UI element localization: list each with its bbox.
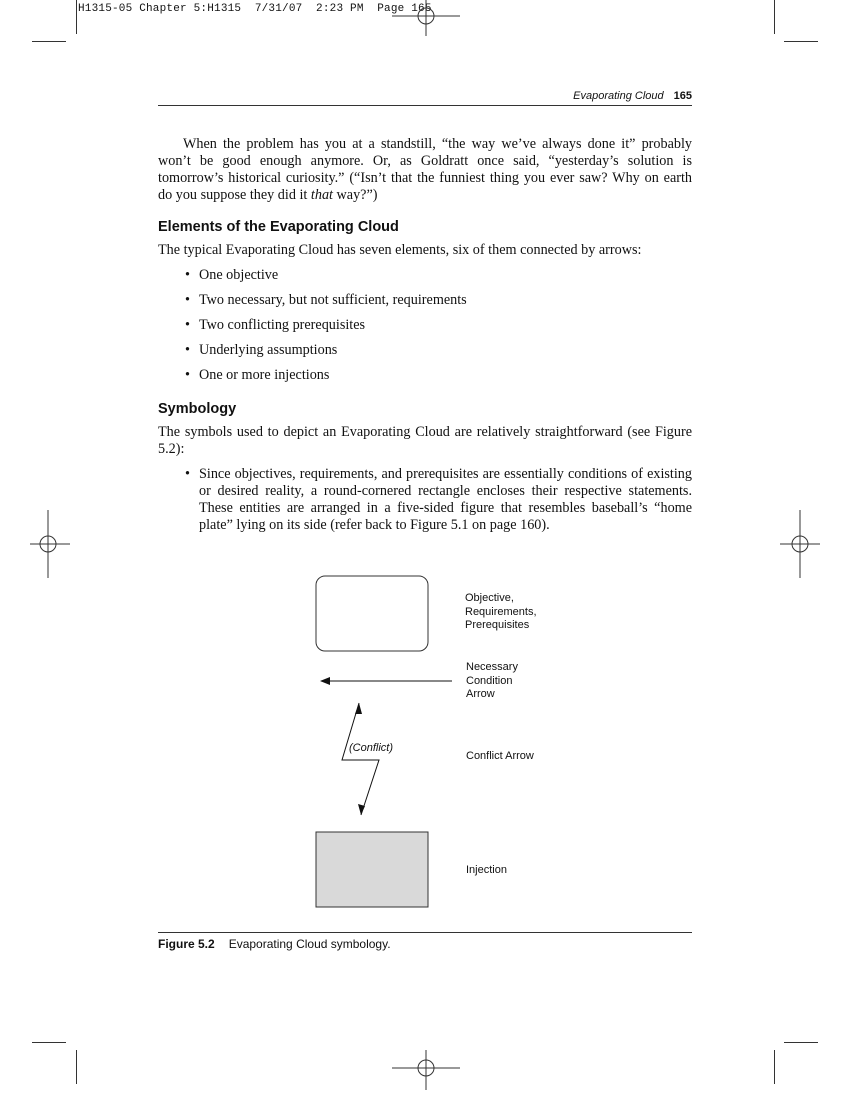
label-conflict-tag: (Conflict) bbox=[349, 742, 394, 754]
conflict-arrow bbox=[342, 703, 379, 815]
caption-text: Evaporating Cloud symbology. bbox=[228, 937, 391, 951]
conflict-arrow-head-bottom bbox=[358, 804, 365, 815]
registration-mark-bottom bbox=[392, 1050, 460, 1090]
symbology-intro: The symbols used to depict an Evaporating Cloud are relatively straightforward (see Figure 5.2): bbox=[158, 424, 692, 457]
bullet-dot: • bbox=[185, 466, 190, 482]
registration-mark-top bbox=[392, 0, 460, 36]
intro-paragraph bbox=[158, 136, 692, 204]
symbology-bullet bbox=[185, 466, 692, 534]
conflict-arrow-head-top bbox=[355, 703, 362, 714]
label-line: Requirements, bbox=[465, 605, 537, 618]
caption-number: Figure 5.2 bbox=[158, 937, 215, 951]
symbology-bullet-text: Since objectives, requirements, and prerequisites are essentially conditions of existing or desired reality, a round-cornered rectangle encloses their respective statements. These entities are arranged in a five-sided figure that resembles baseball’s “home plate” lying on its side (refer back to Figure 5.1 on page 160). bbox=[199, 466, 692, 533]
label-conflict-arrow: Conflict Arrow bbox=[466, 750, 534, 762]
running-head bbox=[158, 90, 692, 106]
registration-mark-left bbox=[30, 510, 70, 578]
intro-text-before: When the problem has you at a standstill, “the way we’ve always done it” probably won’t be good enough anymore. Or, as Goldratt once said, “yesterday’s solution is tomorrow’s historical curiosity.” (“Isn’t that the funniest thing you ever saw? Why on earth do you suppose they did it bbox=[158, 136, 692, 203]
label-entity bbox=[465, 592, 537, 633]
registration-mark-right bbox=[780, 510, 820, 578]
label-line: Condition bbox=[466, 674, 513, 687]
intro-emphasis: that bbox=[310, 187, 333, 203]
injection-symbol bbox=[316, 832, 428, 907]
label-injection: Injection bbox=[466, 864, 507, 876]
intro-text-after: way?”) bbox=[332, 187, 378, 203]
list-item: • One or more injections bbox=[185, 367, 692, 392]
list-item: • One objective bbox=[185, 267, 692, 292]
page-number: 165 bbox=[673, 90, 692, 102]
list-item: • Two conflicting prerequisites bbox=[185, 317, 692, 342]
figure-caption bbox=[158, 932, 692, 951]
print-slug: H1315-05 Chapter 5:H1315 7/31/07 2:23 PM Page 165 bbox=[78, 3, 432, 15]
label-line: Necessary bbox=[466, 661, 518, 673]
label-line: Arrow bbox=[466, 688, 495, 700]
running-head-title: Evaporating Cloud bbox=[573, 90, 664, 102]
label-line: Objective, bbox=[465, 592, 514, 604]
list-item: • Underlying assumptions bbox=[185, 342, 692, 367]
list-item: • Two necessary, but not sufficient, requirements bbox=[185, 292, 692, 317]
entity-symbol bbox=[316, 576, 428, 651]
label-necessary-condition bbox=[466, 661, 518, 702]
elements-list bbox=[185, 267, 692, 392]
elements-intro: The typical Evaporating Cloud has seven elements, six of them connected by arrows: bbox=[158, 242, 642, 258]
section-heading-symbology: Symbology bbox=[158, 401, 237, 417]
section-heading-elements: Elements of the Evaporating Cloud bbox=[158, 219, 399, 235]
label-line: Prerequisites bbox=[465, 619, 530, 631]
